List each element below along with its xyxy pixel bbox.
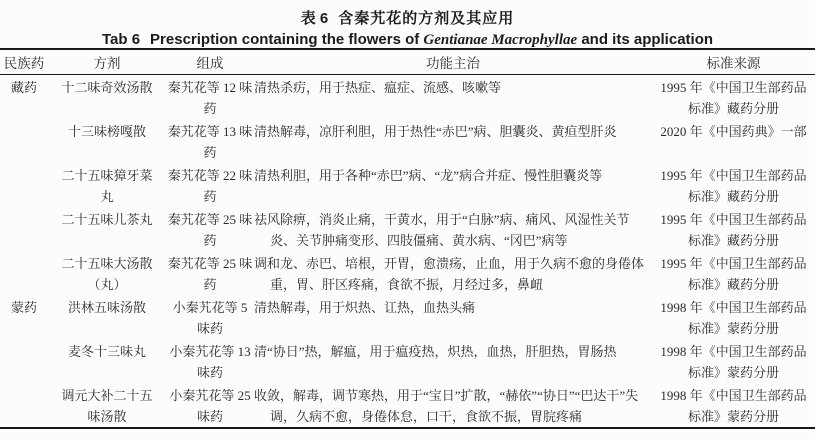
composition-cell: 小秦艽花等 25 味药 [169, 388, 251, 424]
ethnic-group-label [0, 163, 48, 207]
ethnic-group-label [0, 251, 48, 295]
function-indication-cell: 清热解毒，用于炽热、讧热，血热头痛 [254, 300, 476, 315]
prescription-name [48, 207, 166, 251]
composition-cell: 秦艽花等 25 味药 [167, 212, 253, 248]
prescription-name [48, 251, 166, 295]
ethnic-group-label [0, 339, 48, 383]
table-row [0, 383, 815, 427]
standard-source-cell: 1995 年《中国卫生部药品标准》藏药分册 [660, 80, 807, 116]
table-title-en-prefix: Prescription containing the flowers of [150, 31, 424, 48]
standard-source-cell: 1998 年《中国卫生部药品标准》蒙药分册 [660, 344, 807, 380]
table-title-en-suffix: and its application [577, 31, 714, 48]
ethnic-group-label [0, 383, 48, 427]
standard-source-cell: 1998 年《中国卫生部药品标准》蒙药分册 [660, 300, 807, 336]
table-title-zh-text: 含秦艽花的方剂及其应用 [338, 10, 515, 27]
function-indication-cell: 清热杀疠，用于热症、瘟症、流感、咳嗽等 [254, 80, 502, 95]
table-header-row [0, 48, 815, 75]
prescription-name-text: 十二味奇效汤散 [61, 80, 153, 95]
header-ethnic-medicine: 民族药 [3, 56, 45, 71]
composition-cell: 小秦艽花等 5 味药 [172, 300, 248, 336]
prescription-name-text: 调元大补二十五味汤散 [61, 388, 153, 424]
table-row [0, 75, 815, 119]
ethnic-group-label [0, 207, 48, 251]
ethnic-group-label: 藏药 [10, 80, 37, 95]
table-title-en [0, 31, 815, 49]
function-indication-cell: 清“协日”热，解瘟，用于瘟疫热，炽热，血热，肝胆热，胃肠热 [254, 344, 617, 359]
prescription-name-text: 麦冬十三味丸 [67, 344, 146, 359]
header-standard-source: 标准来源 [706, 56, 761, 71]
table-title-zh [0, 7, 815, 28]
table-number-zh: 表 6 [300, 10, 329, 27]
composition-cell: 秦艽花等 25 味药 [167, 256, 253, 292]
function-indication-cell: 祛风除痹，消炎止痛，干黄水，用于“白脉”病、痛风、风湿性关节炎、关节肿痛变形、四肢僵痛、黄水病、“冈巴”病等 [254, 212, 630, 248]
table-row [0, 295, 815, 339]
prescription-name [48, 119, 166, 163]
prescription-name [48, 163, 166, 207]
table-row [0, 163, 815, 207]
table-body [0, 75, 815, 429]
prescription-name [48, 339, 166, 383]
table-row [0, 207, 815, 251]
composition-cell: 小秦艽花等 13 味药 [169, 344, 251, 380]
function-indication-cell: 调和龙、赤巴、培根，开胃，愈溃疡，止血，用于久病不愈的身倦体重，胃、肝区疼痛，食欲不振，月经过多，鼻衄 [254, 256, 645, 292]
prescription-name-text: 二十五味獐牙菜丸 [61, 168, 153, 204]
function-indication-cell: 清热解毒，凉肝利胆，用于热性“赤巴”病、胆囊炎、黄疸型肝炎 [254, 124, 617, 139]
prescription-name-text: 十三味榜嘎散 [67, 124, 146, 139]
prescription-name-text: 洪林五味汤散 [67, 300, 146, 315]
standard-source-cell: 1995 年《中国卫生部药品标准》藏药分册 [660, 212, 807, 248]
ethnic-group-label [0, 119, 48, 163]
standard-source-cell: 1995 年《中国卫生部药品标准》藏药分册 [660, 256, 807, 292]
composition-cell: 秦艽花等 12 味药 [167, 80, 253, 116]
function-indication-cell: 收敛，解毒，调节寒热，用于“宝日”扩散，“赫依”“协日”“巴达干”失调，久病不愈，身倦体怠，口干，食欲不振，胃脘疼痛 [254, 388, 639, 424]
prescription-name-text: 二十五味儿茶丸 [61, 212, 153, 227]
composition-cell: 秦艽花等 13 味药 [167, 124, 253, 160]
header-function-indication: 功能主治 [426, 56, 480, 71]
header-composition: 组成 [196, 56, 224, 71]
table-caption [0, 0, 815, 49]
table-row [0, 251, 815, 295]
standard-source-cell: 1995 年《中国卫生部药品标准》藏药分册 [660, 168, 807, 204]
table-row [0, 339, 815, 383]
composition-cell: 秦艽花等 22 味药 [167, 168, 253, 204]
table-row [0, 119, 815, 163]
standard-source-cell: 1998 年《中国卫生部药品标准》蒙药分册 [660, 388, 807, 424]
standard-source-cell: 2020 年《中国药典》一部 [660, 124, 807, 139]
function-indication-cell: 清热利胆，用于各种“赤巴”病、“龙”病合并症、慢性胆囊炎等 [254, 168, 603, 183]
prescription-name [48, 295, 166, 339]
header-prescription: 方剂 [93, 56, 121, 71]
prescription-name [48, 383, 166, 427]
species-name-italic: Gentianae Macrophyllae [423, 32, 578, 48]
ethnic-group-label: 蒙药 [10, 300, 37, 315]
prescription-name [48, 75, 166, 119]
prescriptions-table [0, 48, 815, 429]
table-number-en: Tab 6 [101, 31, 141, 48]
prescription-name-text: 二十五味大汤散（丸） [61, 256, 153, 292]
